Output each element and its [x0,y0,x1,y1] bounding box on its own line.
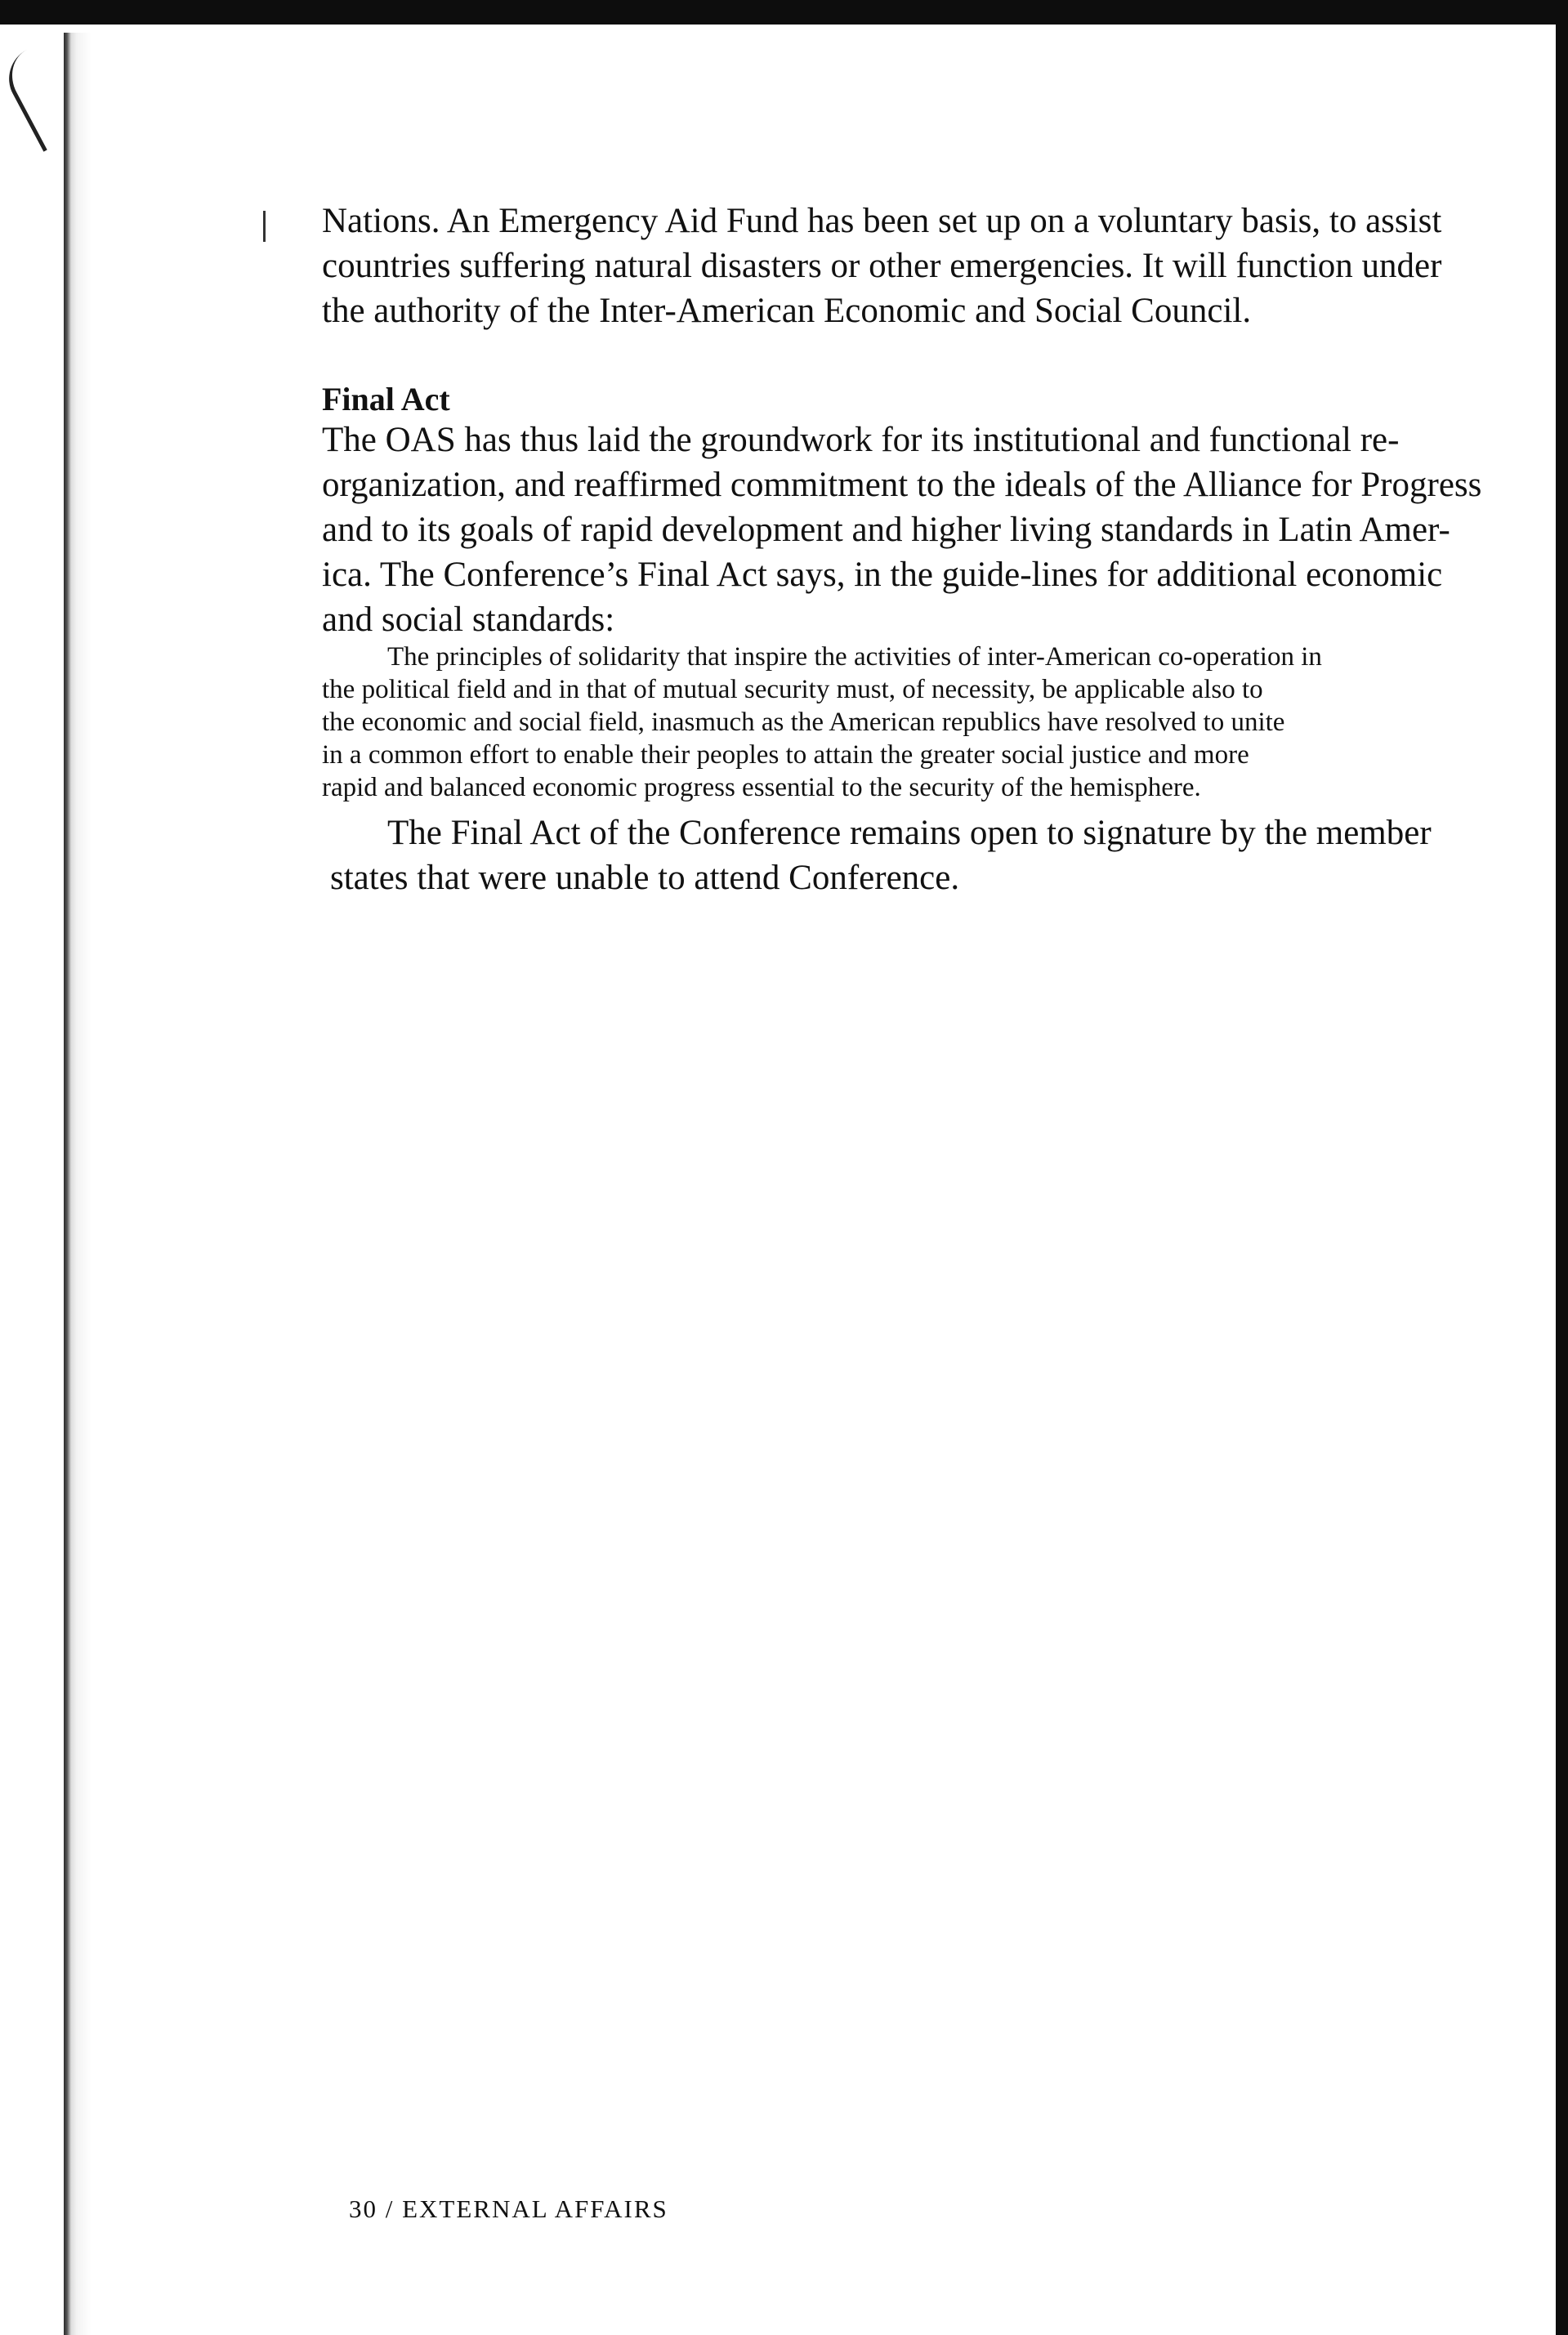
paragraph-3-line-1: The Final Act of the Conference remains open to signature by the member [387,814,1432,852]
paragraph-1-line-1: Nations. An Emergency Aid Fund has been set up on a voluntary basis, to assist [322,202,1442,240]
paragraph-3-line-2: states that were unable to attend Conference. [330,859,960,897]
paragraph-2-line-2: organization, and reaffirmed commitment to the ideals of the Alliance for Progress [322,466,1482,504]
quote-line-4: in a common effort to enable their peoples to attain the greater social justice and more [322,740,1249,770]
page-binding-edge [64,33,92,2335]
paragraph-2-line-4: ica. The Conference’s Final Act says, in the guide-lines for additional economic [322,556,1443,594]
quote-line-3: the economic and social field, inasmuch as the American republics have resolved to unite [322,708,1285,737]
quote-line-2: the political field and in that of mutual security must, of necessity, be applicable also to [322,675,1263,704]
section-heading: Final Act [322,381,450,417]
scan-right-border [1556,23,1568,2335]
quote-line-1: The principles of solidarity that inspire the activities of inter-American co-operation in [387,642,1322,672]
scan-top-border [0,0,1568,25]
page-footer: 30 / EXTERNAL AFFAIRS [349,2194,668,2223]
paragraph-1-line-2: countries suffering natural disasters or other emergencies. It will function under [322,247,1442,285]
paragraph-2-line-5: and social standards: [322,600,615,639]
quote-line-5: rapid and balanced economic progress essential to the security of the hemisphere. [322,773,1201,802]
paragraph-2-line-3: and to its goals of rapid development and higher living standards in Latin Amer- [322,511,1450,549]
margin-mark [263,211,266,242]
paragraph-1-line-3: the authority of the Inter-American Economic and Social Council. [322,292,1252,330]
paragraph-2-line-1: The OAS has thus laid the groundwork for its institutional and functional re- [322,421,1400,459]
